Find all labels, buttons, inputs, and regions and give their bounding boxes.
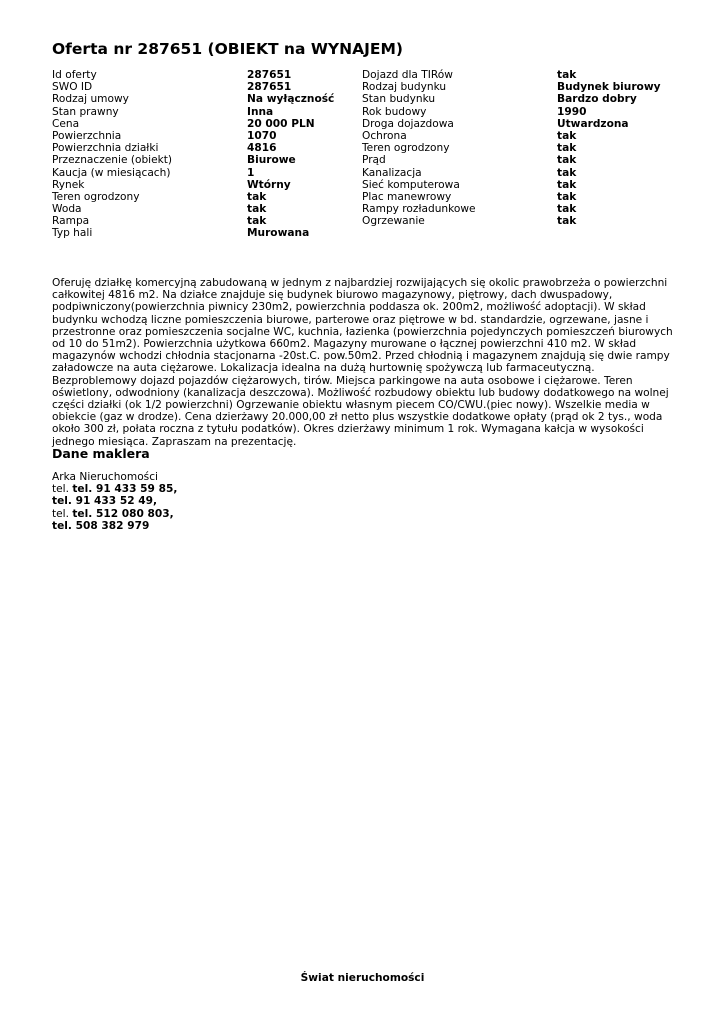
spec-value: tak [247,203,267,216]
agent-heading: Dane maklera [52,446,150,461]
spec-value: tak [247,215,267,228]
spec-label: Rok budowy [362,105,427,118]
spec-value: tak [557,69,577,81]
spec-value: 287651 [247,69,292,81]
spec-label: Kanalizacja [362,166,422,179]
spec-label: Id oferty [52,69,97,81]
spec-label: Teren ogrodzony [52,190,140,203]
spec-value: tak [557,142,577,155]
spec-value: Budynek biurowy [557,81,661,94]
spec-label: Ochrona [362,129,407,142]
spec-label: Stan budynku [362,93,436,106]
spec-value: tak [557,203,577,216]
spec-value: tak [247,190,267,203]
spec-label: Prąd [362,154,386,167]
phone-prefix: tel. [52,507,69,520]
page-title: Oferta nr 287651 (OBIEKT na WYNAJEM) [52,40,403,58]
spec-value: tak [557,178,577,191]
spec-label: Plac manewrowy [362,190,452,203]
spec-label: Kaucja (w miesiącach) [52,166,171,179]
spec-value: Bardzo dobry [557,93,637,106]
spec-value: tak [557,129,577,142]
spec-label: Powierzchnia działki [52,142,159,155]
spec-value: tak [557,190,577,203]
spec-value: 1070 [247,129,277,142]
spec-label: SWO ID [52,81,93,94]
spec-label: Rynek [52,178,85,191]
spec-label: Rodzaj umowy [52,93,129,106]
agent-info [52,471,177,532]
agent-company: Arka Nieruchomości [52,471,158,483]
offer-description: Oferuję działkę komercyjną zabudowaną w jednym z najbardziej rozwijających się okolic prawobrzeża o powierzchni całkowitej 4816 m2. Na działce znajduje się budynek biurowo magazynowy, piętrowy, dach dwuspadowy, podpiwniczony(powierzchnia piwnicy 230m2, powierzchnia poddasza ok. 200m2, możliwość adoptacji). W skład budynku wchodzą liczne pomieszczenia biurowe, parterowe oraz piętrowe w bd. standardzie, ogrzewane, jasne i przestronne oraz pomieszczenia socjalne WC, kuchnia, łazienka (powierzchnia pojedynczych pomieszczeń biurowych od 10 do 51m2). Powierzchnia użytkowa 660m2. Magazyny murowane o łącznej powierzchni 410 m2. W skład magazynów wchodzi chłodnia stacjonarna -20st.C. pow.50m2. Przed chłodnią i magazynem znajdują się dwie rampy załadowcze na auta ciężarowe. Lokalizacja idealna na dużą hurtownię spożywczą lub farmaceutyczną. Bezproblemowy dojazd pojazdów ciężarowych, tirów. Miejsca parkingowe na auta osobowe i ciężarowe. Teren oświetlony, odwodniony (kanalizacja deszczowa). Możliwość rozbudowy obiektu lub budowy dodatkowego na wolnej części działki (ok 1/2 powierzchni) Ogrzewanie obiektu własnym piecem CO/CWU.(piec nowy). Wszelkie media w obiekcie (gaz w drodze). Cena dzierżawy 20.000,00 zł netto plus wszystkie dodatkowe opłaty (prąd ok 2 tys., woda około 300 zł, połata roczna z tytułu podatków). Okres dzierżawy minimum 1 rok. Wymagana kałcja w wysokości jednego miesiąca. Zapraszam na prezentację. [52,277,673,448]
agent-phone: tel. 508 382 979 [52,519,150,532]
spec-value: Utwardzona [557,117,629,130]
spec-value: Biurowe [247,154,296,167]
spec-label: Rampy rozładunkowe [362,203,476,216]
agent-phone: tel. 512 080 803, [72,507,174,520]
spec-value: 1990 [557,105,587,118]
spec-value: 1 [247,166,255,179]
spec-label: Rampa [52,215,90,228]
spec-value: tak [557,154,577,167]
spec-label: Sieć komputerowa [362,178,460,191]
spec-value: 4816 [247,142,277,155]
spec-value: Inna [247,105,274,118]
spec-label: Droga dojazdowa [362,117,454,130]
spec-value: tak [557,166,577,179]
footer-brand: Świat nieruchomości [300,972,425,984]
phone-prefix: tel. [52,483,69,496]
spec-label: Cena [52,117,80,130]
spec-value: 287651 [247,81,292,94]
spec-label: Teren ogrodzony [362,142,450,155]
spec-value: 20 000 PLN [247,117,315,130]
spec-label: Stan prawny [52,105,119,118]
spec-label: Woda [52,203,82,216]
spec-label: Dojazd dla TIRów [362,69,453,81]
agent-phone-line [52,483,177,495]
agent-phone: tel. 91 433 59 85, [72,483,178,496]
agent-phone-line [52,508,177,520]
spec-value: tak [557,215,577,228]
spec-value: Wtórny [247,178,291,191]
spec-label: Przeznaczenie (obiekt) [52,154,173,167]
spec-value: Murowana [247,227,310,240]
spec-value: Na wyłączność [247,93,335,106]
spec-label: Ogrzewanie [362,215,425,228]
spec-label: Rodzaj budynku [362,81,447,94]
spec-label: Powierzchnia [52,129,122,142]
spec-label: Typ hali [52,227,93,240]
agent-phone: tel. 91 433 52 49, [52,495,158,508]
